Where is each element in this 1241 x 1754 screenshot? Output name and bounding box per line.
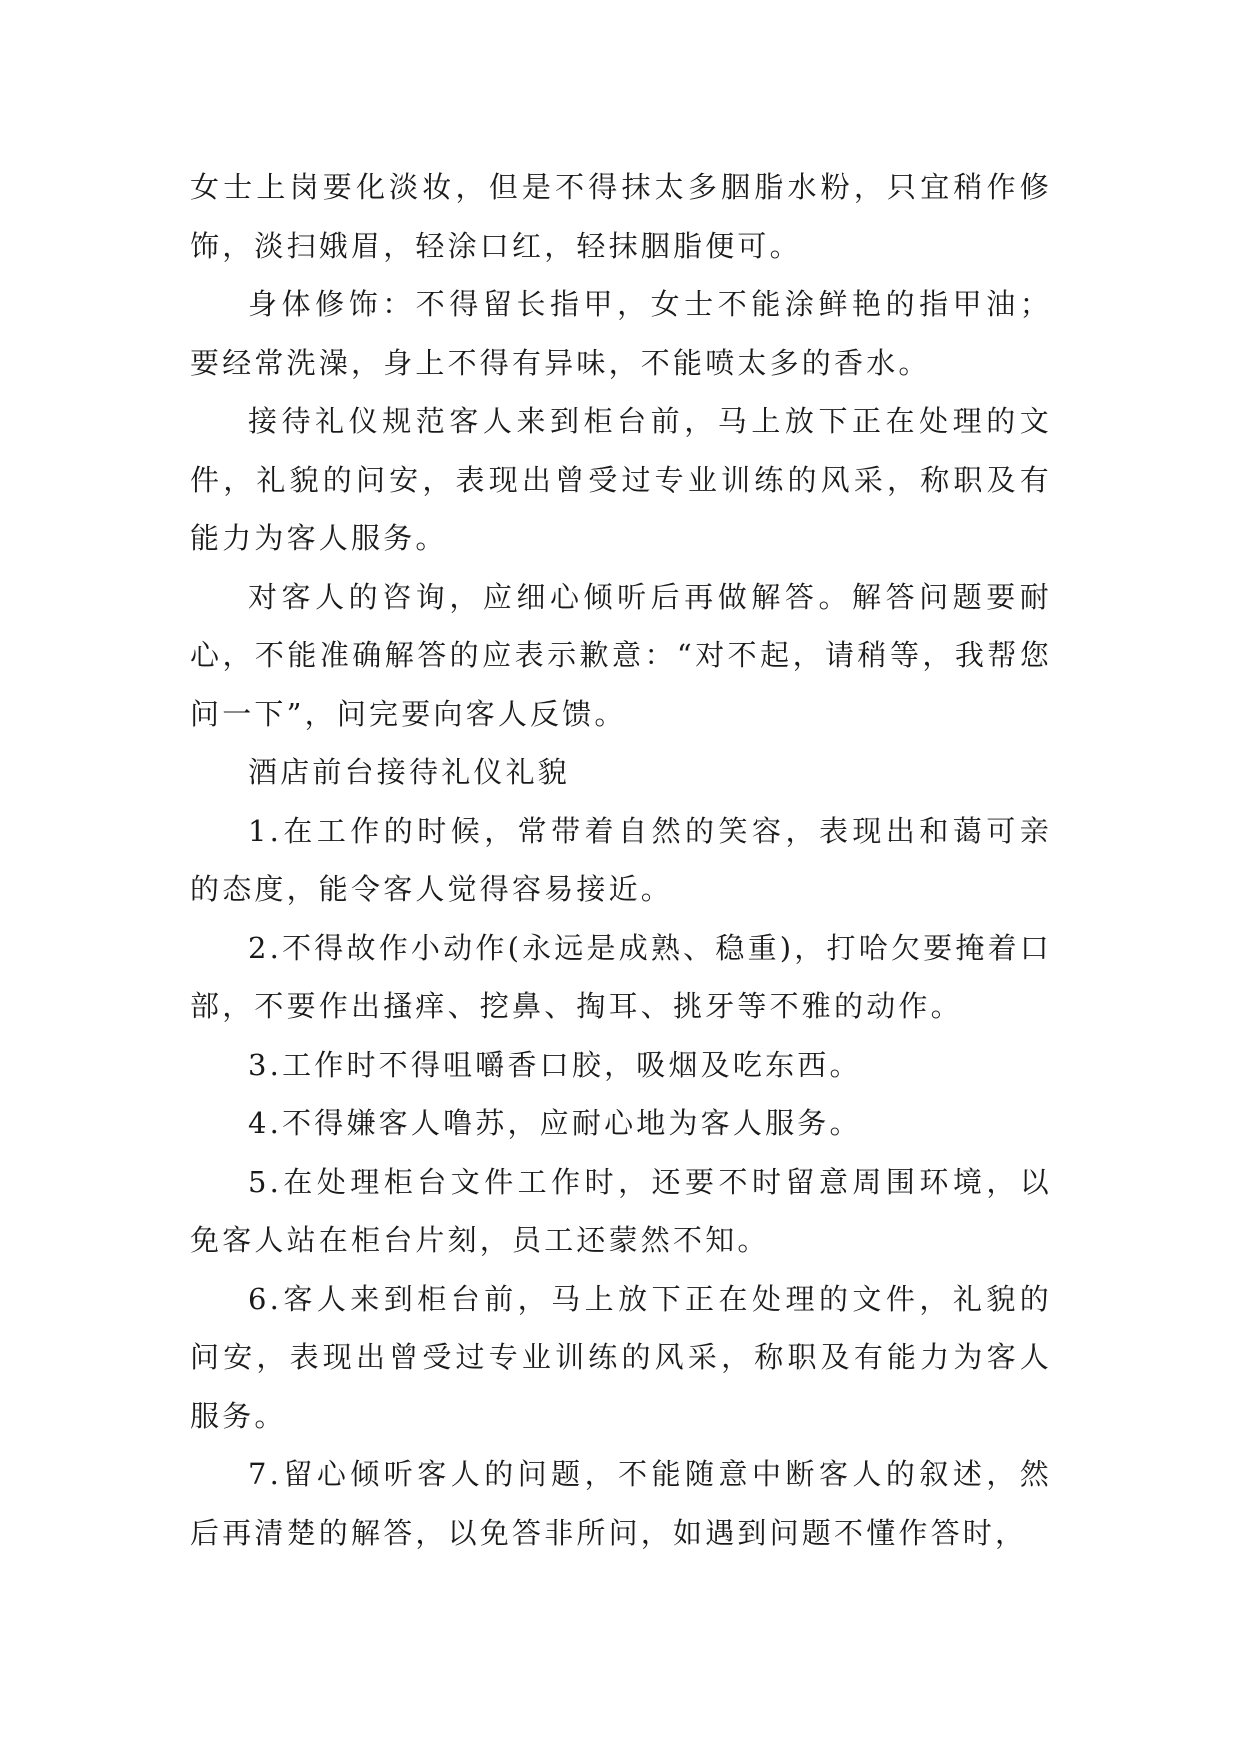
list-item-7: 7.留心倾听客人的问题，不能随意中断客人的叙述，然后再清楚的解答，以免答非所问，如遇到问题不懂作答时， (190, 1457, 1052, 1550)
list-item-4: 4.不得嫌客人噜苏，应耐心地为客人服务。 (248, 1106, 862, 1140)
list-item-5: 5.在处理柜台文件工作时，还要不时留意周围环境，以免客人站在柜台片刻，员工还蒙然不知。 (190, 1164, 1052, 1257)
list-item-2: 2.不得故作小动作(永远是成熟、稳重)，打哈欠要掩着口部，不要作出搔痒、挖鼻、掏耳、挑牙等不雅的动作。 (190, 930, 1052, 1023)
paragraph-reception-norms: 接待礼仪规范客人来到柜台前，马上放下正在处理的文件，礼貌的问安，表现出曾受过专业训练的风采，称职及有能力为客人服务。 (190, 404, 1052, 555)
section-heading: 酒店前台接待礼仪礼貌 (248, 755, 571, 789)
list-item-3: 3.工作时不得咀嚼香口胶，吸烟及吃东西。 (248, 1047, 862, 1082)
list-item-1: 1.在工作的时候，常带着自然的笑容，表现出和蔼可亲的态度，能令客人觉得容易接近。 (190, 813, 1052, 906)
paragraph-makeup: 女士上岗要化淡妆，但是不得抹太多胭脂水粉，只宜稍作修饰，淡扫娥眉，轻涂口红，轻抹胭脂便可。 (190, 170, 1052, 263)
list-item-6: 6.客人来到柜台前，马上放下正在处理的文件，礼貌的问安，表现出曾受过专业训练的风采，称职及有能力为客人服务。 (190, 1281, 1052, 1433)
paragraph-body-grooming: 身体修饰：不得留长指甲，女士不能涂鲜艳的指甲油；要经常洗澡，身上不得有异味，不能喷太多的香水。 (190, 287, 1052, 380)
paragraph-consultation: 对客人的咨询，应细心倾听后再做解答。解答问题要耐心，不能准确解答的应表示歉意：“对不起，请稍等，我帮您问一下”，问完要向客人反馈。 (190, 579, 1052, 731)
document-body (190, 158, 1052, 1562)
